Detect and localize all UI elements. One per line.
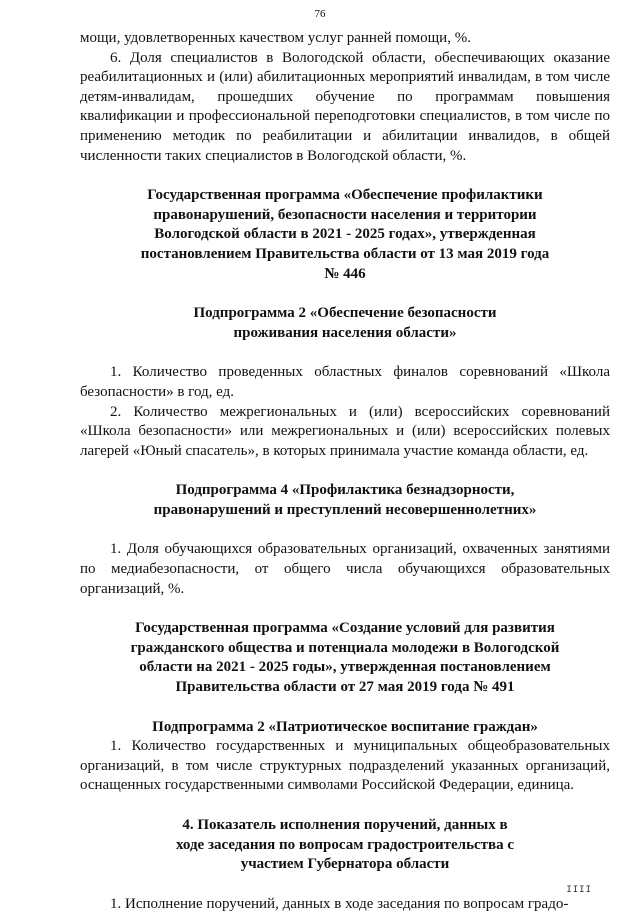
section-4-title: 4. Показатель исполнения поручений, данных в ходе заседания по вопросам градостроительства с участием Губернатора области: [175, 817, 515, 873]
footer-mark: IIII: [566, 885, 592, 895]
program-2-subprogram-2-title: Подпрограмма 2 «Патриотическое воспитание граждан»: [152, 718, 538, 735]
program-2-title: Государственная программа «Создание условий для развития гражданского общества и потенциала молодежи в Вологодской области на 2021 - 2025 годы», утвержденная постановлением Правительства области от 27 мая 2019 года № 491: [130, 620, 560, 696]
program-2-subprogram-2-item-1: 1. Количество государственных и муниципальных общеобразовательных организаций, в том числе структурных подразделений указанных организаций, оснащенных государственными символами Российской Федерации, единица.: [80, 738, 610, 794]
program-1-title: Государственная программа «Обеспечение профилактики правонарушений, безопасности населения и территории Вологодской области в 2021 - 2025 годах», утвержденная постановлением Правительства области от 13 мая 2019 года № 446: [140, 187, 550, 282]
page-number: 76: [314, 8, 326, 20]
section-4-item-1: 1. Исполнение поручений, данных в ходе заседания по вопросам градо-: [110, 895, 569, 912]
program-1-subprogram-2-title: Подпрограмма 2 «Обеспечение безопасности проживания населения области»: [193, 305, 497, 341]
program-1-subprogram-2-item-1: 1. Количество проведенных областных финалов соревнований «Школа безопасности» в год, ед.: [80, 364, 610, 400]
indicator-6-paragraph: 6. Доля специалистов в Вологодской области, обеспечивающих оказание реабилитационных и (или) абилитационных мероприятий инвалидам, в том числе детям-инвалидам, прошедших обучение по программам повышения квалификации и профессиональной переподготовки специалистов, в том числе по применению методик по реабилитации и абилитации инвалидов, в общей численности таких специалистов в Вологодской области, %.: [80, 49, 610, 164]
program-1-subprogram-4-title: Подпрограмма 4 «Профилактика безнадзорности, правонарушений и преступлений несовершеннолетних»: [153, 482, 537, 518]
program-1-subprogram-4-item-1: 1. Доля обучающихся образовательных организаций, охваченных занятиями по медиабезопасности, от общего числа обучающихся образовательных организаций, %.: [80, 541, 610, 597]
page-content: [80, 29, 610, 914]
continued-paragraph: мощи, удовлетворенных качеством услуг ранней помощи, %.: [80, 30, 471, 46]
program-1-subprogram-2-item-2: 2. Количество межрегиональных и (или) всероссийских соревнований «Школа безопасности» или межрегиональных и (или) всероссийских полевых лагерей «Юный спасатель», в которых принимала участие команда области, ед.: [80, 403, 610, 459]
